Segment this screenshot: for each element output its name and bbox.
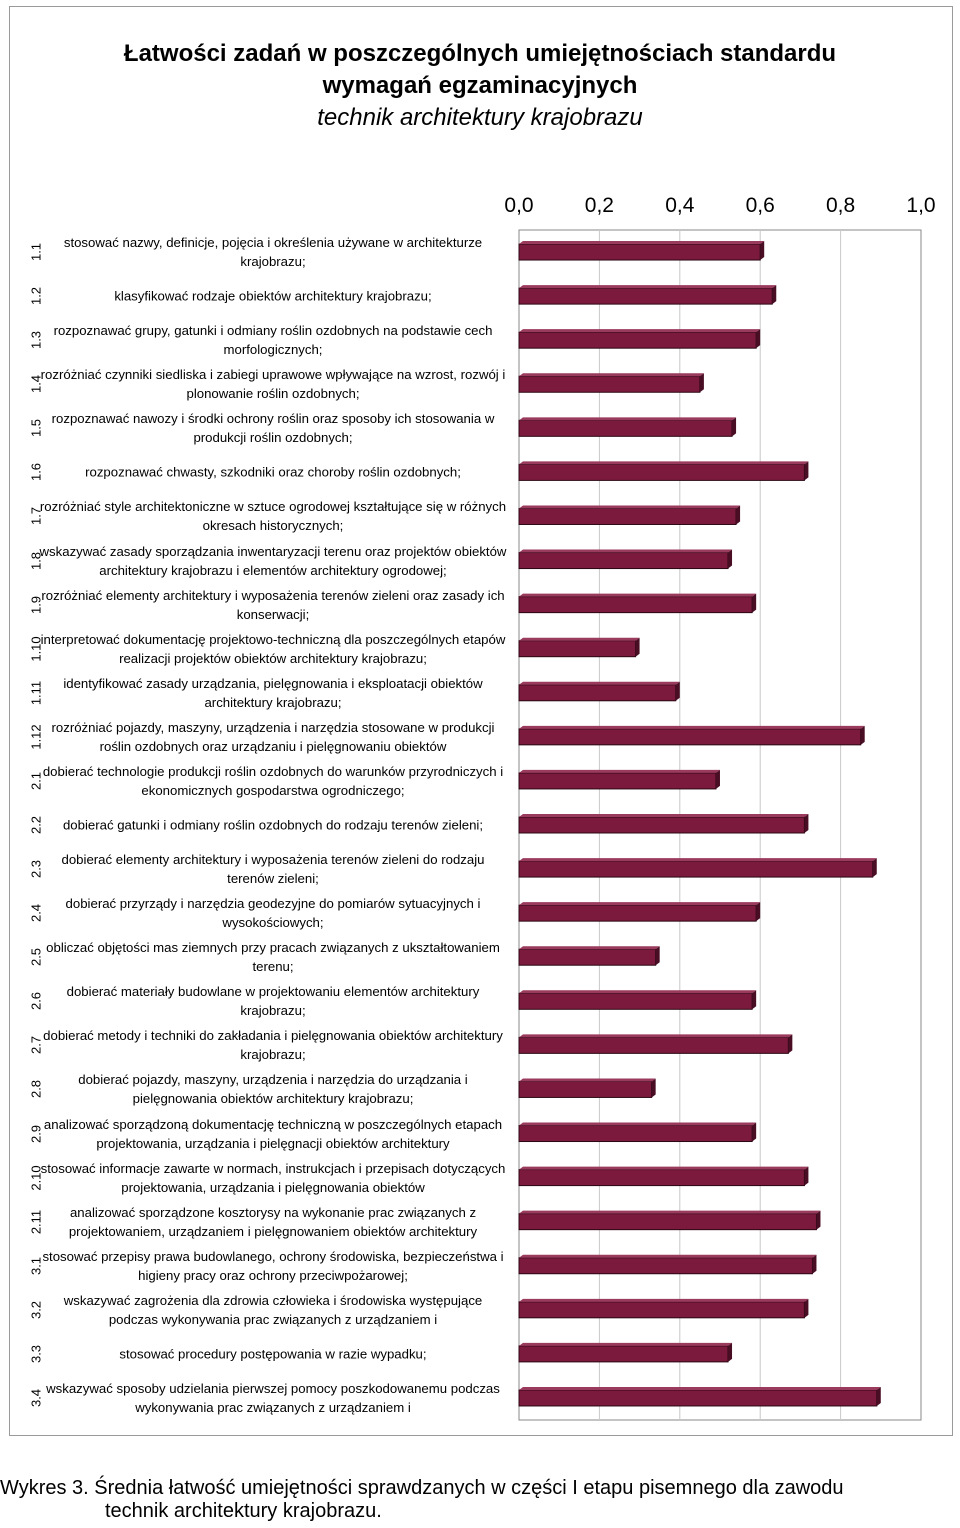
category-label: interpretować dokumentację projektowo-techniczną dla poszczególnych etapów realizacji projektów obiektów architektury krajobrazu; (40, 631, 506, 666)
bar (519, 329, 760, 348)
category-code: 1.1 (28, 242, 44, 262)
category-label: dobierać metody i techniki do zakładania i pielęgnowania obiektów architektury krajobrazu; (43, 1028, 503, 1063)
x-tick-label: 0,4 (665, 194, 695, 217)
category-code: 2.2 (28, 815, 44, 835)
category-code: 3.4 (28, 1388, 44, 1407)
category-code: 2.1 (28, 771, 44, 790)
category-code: 1.3 (28, 331, 44, 350)
bar (519, 417, 736, 436)
category-code: 2.5 (28, 948, 44, 967)
bar (519, 461, 808, 480)
category-label: analizować sporządzoną dokumentację techniczną w poszczególnych etapach projektowania, urządzania i pielęgnacji obiektów architektury (43, 1116, 503, 1151)
category-label: rozróżniać czynniki siedliska i zabiegi uprawowe wpływające na wzrost, rozwój i plonowanie roślin ozdobnych; (40, 367, 506, 402)
category-label: stosować procedury postępowania w razie wypadku; (119, 1346, 427, 1362)
x-tick-label: 0,2 (584, 194, 614, 217)
category-label: rozróżniać elementy architektury i wyposażenia terenów zieleni oraz zasady ich konserwacji; (41, 587, 505, 622)
category-code: 1.9 (28, 595, 44, 614)
category-code: 2.7 (28, 1036, 44, 1055)
bar (519, 946, 660, 965)
category-code: 1.6 (28, 463, 44, 482)
chart-title-line2: wymagań egzaminacyjnych (322, 72, 638, 99)
category-label: dobierać gatunki i odmiany roślin ozdobnych do rodzaju terenów zieleni; (62, 817, 484, 833)
category-label: rozpoznawać grupy, gatunki i odmiany roślin ozdobnych na podstawie cech morfologicznych; (53, 323, 493, 358)
x-tick-label: 0,0 (504, 194, 534, 217)
category-label: rozpoznawać chwasty, szkodniki oraz choroby roślin ozdobnych; (85, 464, 461, 480)
category-code: 1.8 (28, 551, 44, 570)
bar (519, 1078, 656, 1097)
category-label: rozróżniać style architektoniczne w sztuce ogrodowej kształtujące się w różnych okresach historycznych; (39, 499, 507, 534)
x-tick-label: 1,0 (906, 194, 936, 217)
bar (519, 814, 808, 833)
category-code: 2.3 (28, 860, 44, 879)
category-code: 1.11 (28, 680, 44, 705)
category-label: wskazywać zasady sporządzania inwentaryzacji terenu oraz projektów obiektów architektury krajobrazu i elementów architektury ogrodowej; (39, 543, 507, 578)
category-code: 1.12 (28, 724, 44, 750)
category-code: 2.6 (28, 992, 44, 1011)
category-code: 1.5 (28, 419, 44, 438)
x-tick-label: 0,6 (745, 194, 775, 217)
figure-caption-line2: technik architektury krajobrazu. (105, 1500, 382, 1522)
bar (519, 1255, 816, 1274)
category-label: analizować sporządzone kosztorysy na wykonanie prac związanych z projektowaniem, urządzaniem i pielęgnowaniem obiektów architektury (68, 1204, 478, 1239)
category-code: 3.3 (28, 1344, 44, 1363)
bar (519, 726, 865, 745)
bar (519, 902, 760, 921)
category-code: 2.8 (28, 1080, 44, 1099)
bar (519, 638, 640, 657)
category-label: stosować przepisy prawa budowlanego, ochrony środowiska, bezpieczeństwa i higieny pracy oraz ochrony przeciwpożarowej; (42, 1248, 504, 1283)
bar (519, 1299, 808, 1318)
category-code: 2.11 (28, 1209, 44, 1234)
category-label: wskazywać sposoby udzielania pierwszej pomocy poszkodowanemu podczas wykonywania prac związanych z urządzaniem i (46, 1380, 500, 1415)
category-label: obliczać objętości mas ziemnych przy pracach związanych z ukształtowaniem terenu; (46, 940, 500, 975)
bar (519, 373, 704, 392)
bar (519, 1343, 732, 1362)
category-label: wskazywać zagrożenia dla zdrowia człowieka i środowiska występujące podczas wykonywania prac związanych z urządzaniem i (63, 1292, 483, 1327)
chart-title: Łatwości zadań w poszczególnych umiejętnościach standardu (123, 40, 837, 67)
category-label: dobierać technologie produkcji roślin ozdobnych do warunków przyrodniczych i ekonomicznych gospodarstwa ogrodniczego; (42, 763, 504, 798)
category-label: dobierać elementy architektury i wyposażenia terenów zieleni do rodzaju terenów zieleni; (61, 852, 485, 887)
bar (519, 594, 756, 613)
category-code: 1.4 (28, 375, 44, 394)
category-label: dobierać przyrządy i narzędzia geodezyjne do pomiarów sytuacyjnych i wysokościowych; (65, 896, 481, 931)
category-code: 3.2 (28, 1300, 44, 1319)
bar (519, 1211, 820, 1230)
bar (519, 770, 720, 789)
chart-subtitle: technik architektury krajobrazu (317, 104, 643, 131)
category-code: 2.4 (28, 904, 44, 923)
bar (519, 1123, 756, 1142)
bar (519, 990, 756, 1009)
category-label: klasyfikować rodzaje obiektów architektury krajobrazu; (114, 288, 432, 304)
category-label: rozpoznawać nawozy i środki ochrony roślin oraz sposoby ich stosowania w produkcji roślin ozdobnych; (51, 411, 495, 446)
bar (519, 1167, 808, 1186)
bar (519, 1034, 792, 1053)
category-code: 1.7 (28, 507, 44, 526)
x-tick-label: 0,8 (825, 194, 856, 217)
category-label: stosować informacje zawarte w normach, instrukcjach i przepisach dotyczących projektowania, urządzania i pielęgnowania obiektów (40, 1160, 506, 1195)
category-code: 1.10 (28, 636, 44, 662)
category-code: 2.10 (28, 1164, 44, 1191)
category-code: 3.1 (28, 1256, 44, 1275)
bar (519, 285, 776, 304)
category-label: identyfikować zasady urządzania, pielęgnowania i eksploatacji obiektów architektury krajobrazu; (63, 675, 483, 710)
bar (519, 858, 877, 877)
bar (519, 682, 680, 701)
bar (519, 241, 764, 260)
bar (519, 550, 732, 569)
category-label: dobierać materiały budowlane w projektowaniu elementów architektury krajobrazu; (66, 984, 480, 1019)
bar (519, 1387, 881, 1406)
category-label: rozróżniać pojazdy, maszyny, urządzenia i narzędzia stosowane w produkcji roślin ozdobnych oraz urządzaniu i pielęgnowaniu obiektów (51, 719, 495, 754)
category-code: 2.9 (28, 1124, 44, 1143)
figure-caption: Wykres 3. Średnia łatwość umiejętności sprawdzanych w części I etapu pisemnego dla zawodu (0, 1477, 844, 1499)
category-label: stosować nazwy, definicje, pojęcia i określenia używane w architekturze krajobrazu; (63, 235, 483, 270)
category-code: 1.2 (28, 287, 44, 306)
category-label: dobierać pojazdy, maszyny, urządzenia i narzędzia do urządzania i pielęgnowania obiektów architektury krajobrazu; (78, 1072, 468, 1107)
bar (519, 505, 740, 524)
